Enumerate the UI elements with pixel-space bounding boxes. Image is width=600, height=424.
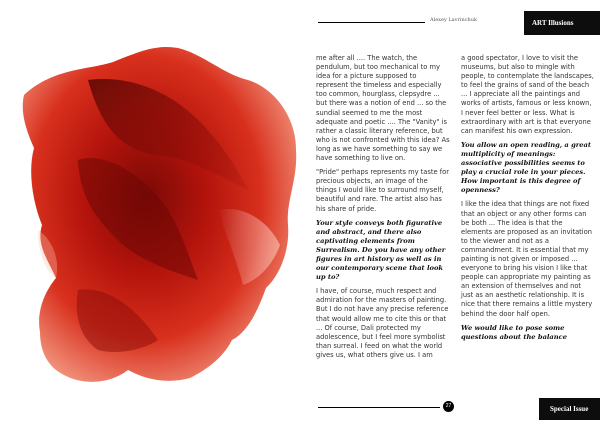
interview-question: You allow an open reading, a great multiplicity of meanings: associative possibilities seems to play a crucial role in your pieces. How important is this degree of openness? — [461, 140, 591, 195]
header-section-tag: ART Illusions — [524, 11, 600, 35]
header-rule — [318, 22, 425, 23]
paragraph: me after all .... The watch, the pendulum, but too mechanical to my idea for a picture supposed to represent the timeless and especially too common, hourglass, clepsydre ... but there was a notion of end ... so the sundial seemed to me the most adequate and poetic .... The "Vanity" is rather a classic literary reference, but who is not confronted with this idea? As long as we have something to say we have something to live on. — [316, 54, 450, 163]
paragraph: "Pride" perhaps represents my taste for precious objects, an image of the things I would like to surround myself, beautiful and rare. The artist also has his share of pride. — [316, 168, 449, 213]
article-column-right — [461, 54, 595, 347]
footer-issue-tag: Special Issue — [539, 398, 600, 420]
article-column-left — [316, 54, 450, 365]
interview-question: Your style conveys both figurative and abstract, and there also captivating elements from Surrealism. Do you have any other figures in art history as well as in our contemporary scene that look up to? — [316, 218, 446, 282]
interview-question: We would like to pose some questions about the balance — [461, 323, 567, 341]
footer-rule — [318, 407, 440, 408]
paragraph: I like the idea that things are not fixed that an object or any other forms can be both ... The idea is that the elements are proposed as an invitation to the viewer and not as a commandment. It is essential that my painting is not given or imposed ... everyone to bring his vision I like that people can appropriate my painting as an extension of themselves and not just as an aesthetic relationship. It is nice that there remains a little mystery behind the door half open. — [461, 200, 593, 318]
page-number-badge: 27 — [443, 401, 454, 412]
red-fabric-artwork — [18, 40, 300, 385]
paragraph: I have, of course, much respect and admiration for the masters of painting. But I do not have any precise reference that would allow me to cite this or that ... Of course, Dali protected my adolescence, but I feel more symbolist than surreal. I feed on what the world gives us, what others give us. I am — [316, 287, 449, 359]
paragraph: a good spectator, I love to visit the museums, but also to mingle with people, to contemplate the landscapes, to feel the grains of sand of the beach ... I appreciate all the paintings and works of artists, famous or less known, I never feel better or less. What is extraordinary with art is that everyone can manifest his own expression. — [461, 54, 594, 135]
header-author: Alexey Lavrinchuk — [430, 17, 477, 23]
